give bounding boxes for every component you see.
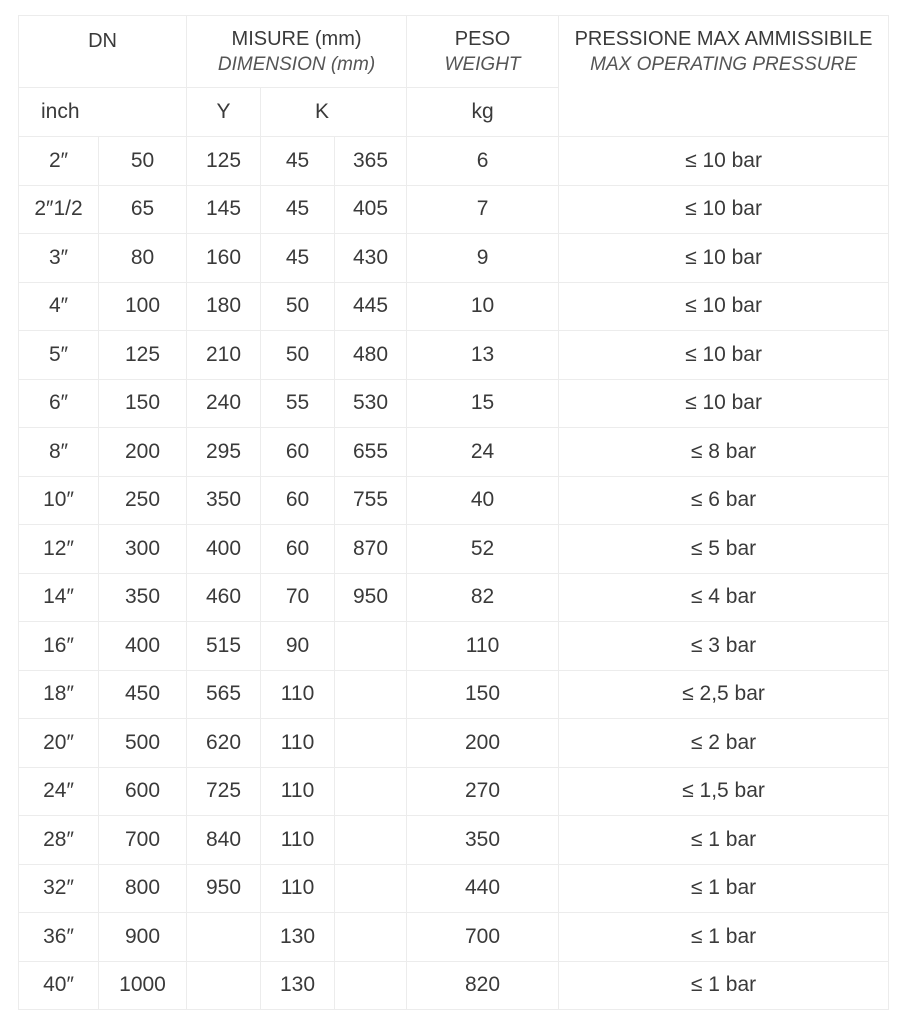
- cell-pressure: ≤ 4 bar: [559, 573, 889, 622]
- table-row: [19, 137, 889, 186]
- weight-label: WEIGHT: [444, 53, 521, 75]
- cell-inch: 4″: [19, 282, 99, 331]
- cell-pressure: ≤ 2,5 bar: [559, 670, 889, 719]
- dn-header-label: DN: [88, 30, 117, 52]
- cell-inch: 12″: [19, 525, 99, 574]
- cell-inch: 32″: [19, 864, 99, 913]
- table-row: [19, 476, 889, 525]
- cell-k: 45: [261, 234, 335, 283]
- cell-kg: 82: [407, 573, 559, 622]
- cell-pressure: ≤ 5 bar: [559, 525, 889, 574]
- cell-dn: 200: [99, 428, 187, 477]
- cell-kg: 6: [407, 137, 559, 186]
- inch-unit: inch: [19, 88, 187, 137]
- cell-inch: 28″: [19, 816, 99, 865]
- cell-k2: [335, 719, 407, 768]
- cell-k: 45: [261, 137, 335, 186]
- cell-dn: 125: [99, 331, 187, 380]
- cell-dn: 300: [99, 525, 187, 574]
- cell-pressure: ≤ 2 bar: [559, 719, 889, 768]
- cell-k: 55: [261, 379, 335, 428]
- header-row: [19, 16, 889, 88]
- cell-inch: 36″: [19, 913, 99, 962]
- cell-k2: [335, 913, 407, 962]
- table-row: [19, 816, 889, 865]
- cell-y: 145: [187, 185, 261, 234]
- cell-inch: 8″: [19, 428, 99, 477]
- cell-k2: 430: [335, 234, 407, 283]
- misure-label: MISURE (mm): [231, 27, 362, 50]
- cell-inch: 14″: [19, 573, 99, 622]
- cell-y: [187, 913, 261, 962]
- spec-table: [18, 15, 889, 1010]
- cell-k2: [335, 864, 407, 913]
- y-unit: Y: [187, 88, 261, 137]
- cell-y: 515: [187, 622, 261, 671]
- cell-y: 210: [187, 331, 261, 380]
- cell-dn: 80: [99, 234, 187, 283]
- cell-y: 725: [187, 767, 261, 816]
- cell-y: [187, 961, 261, 1010]
- cell-pressure: ≤ 1 bar: [559, 864, 889, 913]
- kg-unit: kg: [407, 88, 559, 137]
- dimension-label: DIMENSION (mm): [217, 53, 376, 75]
- cell-kg: 270: [407, 767, 559, 816]
- cell-dn: 450: [99, 670, 187, 719]
- cell-inch: 18″: [19, 670, 99, 719]
- cell-y: 180: [187, 282, 261, 331]
- cell-k2: 445: [335, 282, 407, 331]
- cell-k2: 655: [335, 428, 407, 477]
- cell-k: 60: [261, 525, 335, 574]
- cell-pressure: ≤ 10 bar: [559, 137, 889, 186]
- table-row: [19, 864, 889, 913]
- cell-pressure: ≤ 10 bar: [559, 185, 889, 234]
- cell-inch: 3″: [19, 234, 99, 283]
- cell-inch: 16″: [19, 622, 99, 671]
- cell-k2: 480: [335, 331, 407, 380]
- table-body: [19, 16, 889, 1010]
- cell-k: 110: [261, 767, 335, 816]
- cell-y: 400: [187, 525, 261, 574]
- cell-k: 50: [261, 331, 335, 380]
- cell-kg: 52: [407, 525, 559, 574]
- cell-y: 950: [187, 864, 261, 913]
- cell-inch: 2″1/2: [19, 185, 99, 234]
- cell-k: 70: [261, 573, 335, 622]
- dn-header: [19, 16, 187, 88]
- cell-dn: 65: [99, 185, 187, 234]
- cell-dn: 600: [99, 767, 187, 816]
- cell-kg: 200: [407, 719, 559, 768]
- cell-k2: [335, 961, 407, 1010]
- cell-kg: 700: [407, 913, 559, 962]
- cell-dn: 500: [99, 719, 187, 768]
- dimension-header: [187, 16, 407, 88]
- cell-pressure: ≤ 1 bar: [559, 913, 889, 962]
- cell-kg: 15: [407, 379, 559, 428]
- cell-pressure: ≤ 6 bar: [559, 476, 889, 525]
- peso-label: PESO: [454, 27, 511, 50]
- pressure-header: [559, 16, 889, 137]
- cell-kg: 440: [407, 864, 559, 913]
- cell-y: 160: [187, 234, 261, 283]
- cell-y: 840: [187, 816, 261, 865]
- table-row: [19, 331, 889, 380]
- cell-y: 565: [187, 670, 261, 719]
- cell-pressure: ≤ 10 bar: [559, 234, 889, 283]
- weight-header: [407, 16, 559, 88]
- cell-y: 460: [187, 573, 261, 622]
- cell-dn: 350: [99, 573, 187, 622]
- cell-k: 130: [261, 961, 335, 1010]
- cell-kg: 110: [407, 622, 559, 671]
- cell-dn: 50: [99, 137, 187, 186]
- table-row: [19, 379, 889, 428]
- cell-k2: [335, 767, 407, 816]
- cell-k: 130: [261, 913, 335, 962]
- table-row: [19, 670, 889, 719]
- cell-k2: 755: [335, 476, 407, 525]
- table-row: [19, 185, 889, 234]
- cell-y: 620: [187, 719, 261, 768]
- cell-dn: 900: [99, 913, 187, 962]
- cell-k2: 870: [335, 525, 407, 574]
- cell-pressure: ≤ 1,5 bar: [559, 767, 889, 816]
- table-row: [19, 767, 889, 816]
- cell-kg: 7: [407, 185, 559, 234]
- cell-k: 90: [261, 622, 335, 671]
- table-row: [19, 573, 889, 622]
- cell-k: 110: [261, 719, 335, 768]
- pressione-label: PRESSIONE MAX AMMISSIBILE: [574, 28, 873, 50]
- cell-k: 50: [261, 282, 335, 331]
- table-row: [19, 234, 889, 283]
- cell-y: 125: [187, 137, 261, 186]
- cell-pressure: ≤ 3 bar: [559, 622, 889, 671]
- cell-pressure: ≤ 1 bar: [559, 961, 889, 1010]
- k-unit: K: [261, 88, 407, 137]
- cell-k: 110: [261, 670, 335, 719]
- cell-inch: 6″: [19, 379, 99, 428]
- cell-dn: 150: [99, 379, 187, 428]
- cell-kg: 24: [407, 428, 559, 477]
- cell-dn: 250: [99, 476, 187, 525]
- cell-k: 45: [261, 185, 335, 234]
- cell-k2: 405: [335, 185, 407, 234]
- cell-k2: [335, 816, 407, 865]
- cell-inch: 10″: [19, 476, 99, 525]
- cell-k: 110: [261, 816, 335, 865]
- cell-k2: [335, 670, 407, 719]
- table-row: [19, 428, 889, 477]
- cell-kg: 40: [407, 476, 559, 525]
- table-row: [19, 622, 889, 671]
- cell-dn: 800: [99, 864, 187, 913]
- cell-kg: 350: [407, 816, 559, 865]
- cell-kg: 9: [407, 234, 559, 283]
- cell-inch: 20″: [19, 719, 99, 768]
- cell-dn: 400: [99, 622, 187, 671]
- cell-pressure: ≤ 10 bar: [559, 282, 889, 331]
- cell-y: 350: [187, 476, 261, 525]
- cell-kg: 10: [407, 282, 559, 331]
- cell-pressure: ≤ 10 bar: [559, 331, 889, 380]
- cell-dn: 1000: [99, 961, 187, 1010]
- cell-dn: 700: [99, 816, 187, 865]
- cell-inch: 2″: [19, 137, 99, 186]
- table-row: [19, 282, 889, 331]
- table-row: [19, 525, 889, 574]
- table-row: [19, 961, 889, 1010]
- cell-pressure: ≤ 8 bar: [559, 428, 889, 477]
- cell-pressure: ≤ 10 bar: [559, 379, 889, 428]
- cell-k2: 365: [335, 137, 407, 186]
- cell-k: 60: [261, 476, 335, 525]
- max-pressure-label: MAX OPERATING PRESSURE: [590, 54, 857, 75]
- cell-inch: 5″: [19, 331, 99, 380]
- cell-k: 110: [261, 864, 335, 913]
- cell-kg: 13: [407, 331, 559, 380]
- cell-y: 295: [187, 428, 261, 477]
- cell-k2: 950: [335, 573, 407, 622]
- cell-k2: 530: [335, 379, 407, 428]
- cell-k: 60: [261, 428, 335, 477]
- table-row: [19, 913, 889, 962]
- cell-kg: 820: [407, 961, 559, 1010]
- cell-inch: 40″: [19, 961, 99, 1010]
- cell-dn: 100: [99, 282, 187, 331]
- cell-inch: 24″: [19, 767, 99, 816]
- cell-y: 240: [187, 379, 261, 428]
- cell-pressure: ≤ 1 bar: [559, 816, 889, 865]
- cell-k2: [335, 622, 407, 671]
- table-row: [19, 719, 889, 768]
- cell-kg: 150: [407, 670, 559, 719]
